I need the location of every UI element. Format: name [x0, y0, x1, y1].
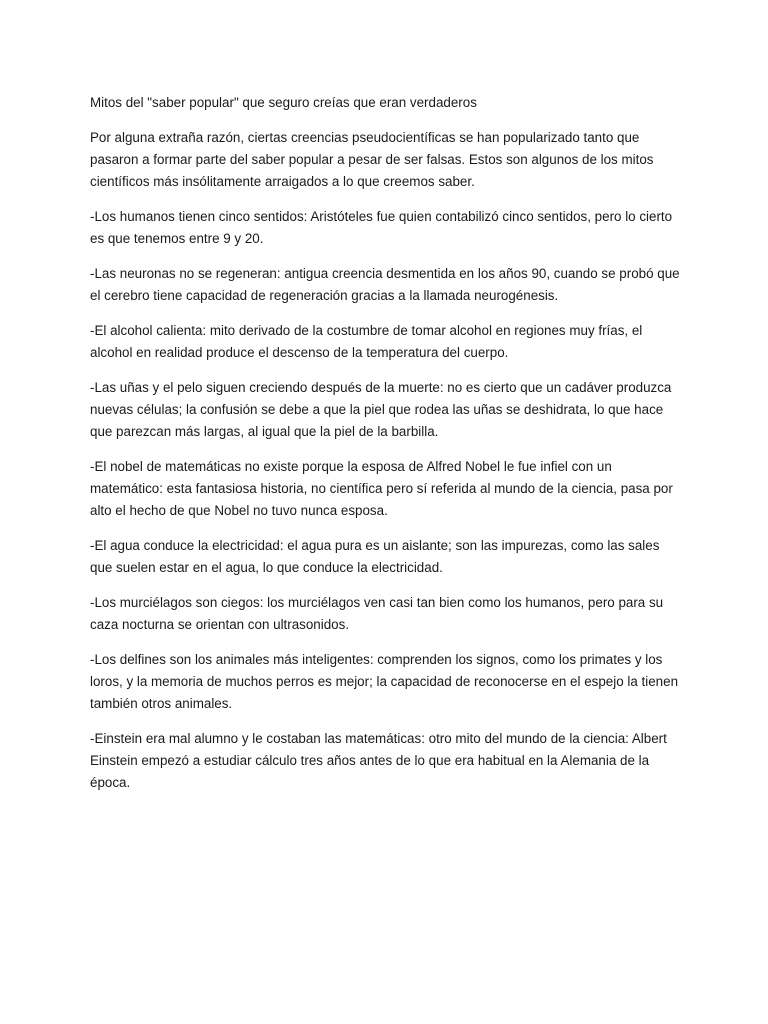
myth-paragraph-neurons: -Las neuronas no se regeneran: antigua creencia desmentida en los años 90, cuando se probó que el cerebro tiene capacidad de regeneración gracias a la llamada neurogénesis. [90, 266, 680, 303]
document-page [90, 92, 680, 807]
intro-paragraph: Por alguna extraña razón, ciertas creencias pseudocientíficas se han popularizado tanto que pasaron a formar parte del saber popular a pesar de ser falsas. Estos son algunos de los mitos científicos más insólitamente arraigados a lo que creemos saber. [90, 130, 654, 189]
myth-paragraph-nobel: -El nobel de matemáticas no existe porque la esposa de Alfred Nobel le fue infiel con un matemático: esta fantasiosa historia, no científica pero sí referida al mundo de la ciencia, pasa por alto el hecho de que Nobel no tuvo nunca esposa. [90, 459, 673, 518]
myth-paragraph-bats: -Los murciélagos son ciegos: los murciélagos ven casi tan bien como los humanos, pero para su caza nocturna se orientan con ultrasonidos. [90, 595, 664, 632]
myth-paragraph-senses: -Los humanos tienen cinco sentidos: Aristóteles fue quien contabilizó cinco sentidos, pero lo cierto es que tenemos entre 9 y 20. [90, 209, 673, 246]
myth-paragraph-nails-hair: -Las uñas y el pelo siguen creciendo después de la muerte: no es cierto que un cadáver produzca nuevas células; la confusión se debe a que la piel que rodea las uñas se deshidrata, lo que hace que parezcan más largas, al igual que la piel de la barbilla. [90, 380, 672, 439]
myth-paragraph-alcohol: -El alcohol calienta: mito derivado de la costumbre de tomar alcohol en regiones muy frías, el alcohol en realidad produce el descenso de la temperatura del cuerpo. [90, 323, 643, 360]
myth-paragraph-dolphins: -Los delfines son los animales más inteligentes: comprenden los signos, como los primates y los loros, y la memoria de muchos perros es mejor; la capacidad de reconocerse en el espejo la tienen también otros animales. [90, 652, 679, 711]
myth-paragraph-water: -El agua conduce la electricidad: el agua pura es un aislante; son las impurezas, como las sales que suelen estar en el agua, lo que conduce la electricidad. [90, 538, 660, 575]
myth-paragraph-einstein: -Einstein era mal alumno y le costaban las matemáticas: otro mito del mundo de la ciencia: Albert Einstein empezó a estudiar cálculo tres años antes de lo que era habitual en la Alemania de la época. [90, 731, 667, 790]
document-title: Mitos del "saber popular" que seguro creías que eran verdaderos [90, 95, 477, 110]
